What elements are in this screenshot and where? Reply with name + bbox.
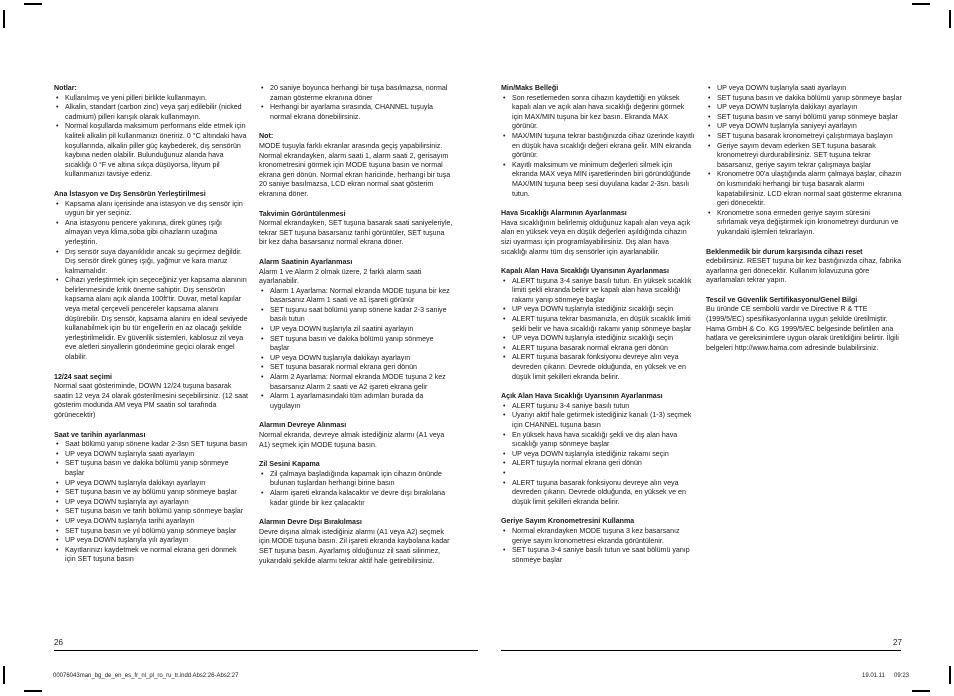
list-item: • Kronometre 00'a ulaştığında alarm çalmaya başlar, cihazın ön kısmındaki herhangi bir tuşa basarak alarmı kapatabilirsiniz. LCD ekran normal saat gösterme ekranına geri dönecektir.	[706, 170, 902, 208]
section	[259, 132, 453, 199]
section-heading: Alarm Saatinin Ayarlanması	[259, 257, 353, 266]
list-item: • ALERT tuşuyla normal ekrana geri dönün	[501, 459, 695, 469]
bullet-list	[501, 527, 695, 565]
bullet-list	[259, 470, 453, 508]
page-number-left: 26	[54, 638, 63, 647]
list-item: • UP veya DOWN tuşlarıyla istediğiniz sıcaklığı seçin	[501, 334, 695, 344]
list-item: • ALERT tuşuna basarak fonksiyonu devreye alın veya devreden çıkarın. Devrede olduğunda, en yüksek ve en düşük limit şekilleri ekranda belirir.	[501, 479, 695, 508]
list-item: • SET tuşuna basarak kronometreyi çalıştırmaya başlayın	[706, 132, 902, 142]
list-item: • UP veya DOWN tuşlarıyla yılı ayarlayın	[54, 536, 248, 546]
bullet-list	[501, 277, 695, 383]
list-item: • SET tuşuna basarak normal ekrana geri dönün	[259, 363, 453, 373]
list-item: • Geriye sayım devam ederken SET tuşuna basarak kronometreyi durdurabilirsiniz. SET tuşuna tekrar basarsanız, geriye sayım tekrar çalışmaya başlar	[706, 142, 902, 171]
section	[501, 267, 695, 382]
section	[706, 296, 902, 354]
list-item: • SET tuşuna basın ve tarih bölümü yanıp sönmeye başlar	[54, 507, 248, 517]
list-item: • Kullanılmış ve yeni pilleri birlikte kullanmayın.	[54, 94, 248, 104]
list-item: • Cihazı yerleştirmek için seçeceğiniz yer kapsama alanının belirlenmesinde kritik öneme sahiptir. Dış sensörün kapsama alanı açık alanda 100ft'tir. Duvar, metal kapılar veya metal çerçeveli pencereler kapsama alanını düşürebilir. Dış sensör, kapsama alanını en ideal seviyede kullanabilmek için bu tür engellerin en az olacağı şekilde yerleştirilmelidir. Ev güvenlik sistemleri, kablosuz zil veya eve aletleri sinyallerin gönderimine geçici olarak engel olabilir.	[54, 276, 248, 362]
section	[54, 373, 248, 421]
crop-mark	[912, 690, 930, 692]
list-item: • SET tuşuna basın ve yıl bölümü yanıp sönmeye başlar	[54, 527, 248, 537]
list-item: • SET tuşunu saat bölümü yanıp sönene kadar 2-3 saniye basılı tutun	[259, 306, 453, 325]
section-heading: Geriye Sayım Kronometresini Kullanma	[501, 517, 635, 526]
list-item: • Alkalin, standart (carbon zinc) veya şarj edilebilir (nicked cadmium) pilleri karışık olarak kullanmayın.	[54, 103, 248, 122]
list-item: • UP veya DOWN tuşlarıyla zil saatini ayarlayın	[259, 325, 453, 335]
paragraph: Bu üründe CE sembolü vardır ve Directive R & TTE (1999/5/EC) spesifikasyonlarına uygun şekilde üretilmiştir. Hama GmbH & Co. KG 1999/5/EC belgesinde belirtilen ana hatlara ve gereksinimlere uygun olarak üretildiğini belirtir. İlgili belgeleri http://www.hama.com adresinde bulabilirsiniz.	[706, 305, 899, 352]
list-item: • Alarm 2 Ayarlama: Normal ekranda MODE tuşuna 2 kez basarsanız Alarm 2 saati ve A2 işareti ekrana gelir	[259, 373, 453, 392]
list-item: • UP veya DOWN tuşlarıyla dakikayı ayarlayın	[259, 354, 453, 364]
list-item: • SET tuşuna 3-4 saniye basılı tutun ve saat bölümü yanıp sönmeye başlar	[501, 546, 695, 565]
list-item: • Uyarıyı aktif hale getirmek istediğiniz kanalı (1-3) seçmek için CHANNEL tuşuna basın	[501, 411, 695, 430]
crop-mark	[949, 10, 951, 28]
footer-file-info: 00076043man_bg_de_en_es_fr_nl_pl_ro_ru_tr.indd Abs2:26-Abs2:27	[53, 673, 239, 679]
section-heading: Açık Alan Hava Sıcaklığı Uyarısının Ayarlanması	[501, 392, 663, 401]
list-item: • ALERT tuşuna 3-4 saniye basılı tutun. En yüksek sıcaklık limiti şekli ekranda belirir ve kapalı alan hava sıcaklığı rakamı yanıp sönmeye başlar	[501, 277, 695, 306]
section-heading: 12/24 saat seçimi	[54, 372, 112, 381]
footer-time: 09:23	[894, 673, 910, 679]
list-item: • Dış sensör suya dayanıklıdır ancak su geçirmez değildir. Dış sensör direk güneş ışığı, yağmur ve kara maruz kalmamalıdır.	[54, 248, 248, 277]
list-item: • UP veya DOWN tuşlarıyla saati ayarlayın	[54, 450, 248, 460]
section-heading: Zil Sesini Kapama	[259, 460, 320, 469]
list-item: • UP veya DOWN tuşlarıyla istediğiniz sıcaklığı seçin	[501, 305, 695, 315]
list-item: • Kapsama alanı içerisinde ana istasyon ve dış sensör için uygun bir yer seçiniz.	[54, 200, 248, 219]
list-item: • 20 saniye boyunca herhangi bir tuşa basılmazsa, normal zaman gösterme ekranına döner	[259, 84, 453, 103]
crop-mark	[24, 690, 42, 692]
list-item	[501, 469, 695, 479]
column-2	[259, 84, 453, 576]
list-item: • ALERT tuşuna tekrar basmanızla, en düşük sıcaklık limiti şekli belir ve hava sıcaklığı rakamı yanıp sönmeye başlar	[501, 315, 695, 334]
crop-mark	[24, 3, 42, 5]
bullet-list	[501, 94, 695, 200]
section	[259, 421, 453, 450]
section	[259, 518, 453, 566]
list-item: • ALERT tuşuna basarak normal ekrana geri dönün	[501, 344, 695, 354]
list-item: • SET tuşuna basın ve dakika bölümü yanıp sönmeye başlar	[259, 335, 453, 354]
list-item: • ALERT tuşuna basarak fonksiyonu devreye alın veya devreden çıkarın. Devrede olduğunda, en yüksek ve en düşük limit şekilleri ekranda belirir.	[501, 353, 695, 382]
paragraph: Alarm 1 ve Alarm 2 olmak üzere, 2 farklı alarm saati ayarlanabilir.	[259, 267, 422, 286]
bullet-list	[706, 84, 902, 238]
section-heading: Notlar:	[54, 84, 77, 92]
paragraph: Hava sıcaklığının belirlemiş olduğunuz kapalı alan veya açık alan en yüksek veya en düşük değerleri aşıldığında cihazın sizi uyarması için programlayabilirsiniz. Dış alan hava sıcaklığı alarmı tüm dış sensörler için ayarlanabilir.	[501, 218, 691, 256]
list-item: • Ana istasyonu pencere yakınına, direk güneş ışığı almayan veya klima,soba gibi cihazların uzağına yerleştirin.	[54, 219, 248, 248]
list-item: • En yüksek hava hava sıcaklığı şekli ve dış alan hava sıcaklığı yanıp sönmeye başlar	[501, 431, 695, 450]
list-item: • UP veya DOWN tuşlarıyla tarihi ayarlayın	[54, 517, 248, 527]
footer-date: 19.01.11	[862, 673, 885, 679]
list-item: • UP veya DOWN tuşlarıyla ayı ayarlayın	[54, 498, 248, 508]
column-1	[54, 84, 248, 575]
bullet-list	[54, 94, 248, 180]
page-rule-left	[54, 650, 478, 651]
section-heading: Kapalı Alan Hava Sıcaklığı Uyarısının Ayarlanması	[501, 267, 669, 276]
list-item: • MAX/MIN tuşuna tekrar bastığınızda cihaz üzerinde kayıtlı en düşük hava sıcaklığı değeri ekrana gelir. MIN ekranda görünür.	[501, 132, 695, 161]
list-item: • UP veya DOWN tuşlarıyla dakikayı ayarlayın	[54, 479, 248, 489]
crop-mark	[3, 666, 5, 684]
list-item: • SET tuşuna basın ve dakika bölümü yanıp sönmeye başlar	[54, 459, 248, 478]
list-item: • Alarm işareti ekranda kalacaktır ve devre dışı bırakılana kadar günde bir kez çalacaktır	[259, 489, 453, 508]
paragraph: MODE tuşuyla farklı ekranlar arasında geçiş yapabilirsiniz. Normal ekrandayken, alarm saati 1, alarm saati 2, gerisayım kronometresini görmek için MODE tuşuna basın ve normal ekrana geri dönün. Normal ekran haricinde, herhangi bir tuşa 20 saniye basılmazsa, LCD ekran normal saat gösterim ekranına döner.	[259, 141, 451, 198]
list-item: • Son resetlemeden sonra cihazın kaydettiği en yüksek kapalı alan ve açık alan hava sıcaklığı değerini görmek için MAX/MIN tuşuna bir kez basın. Ekranda MAX görünür.	[501, 94, 695, 132]
column-4	[706, 84, 902, 363]
paragraph: edebilirsiniz. RESET tuşuna bir kez bastığınızda cihaz, fabrika ayarlarına geri dönecektir. Kullanım kılavuzuna göre ayarlamaları tekrar yapın.	[706, 257, 902, 285]
crop-mark	[3, 10, 5, 28]
section	[706, 84, 902, 238]
crop-mark	[949, 666, 951, 684]
list-item: • SET tuşuna basın ve dakika bölümü yanıp sönmeye başlar	[706, 94, 902, 104]
paragraph: Normal ekrandayken, SET tuşuna basarak saati saniyeleriyle, tekrar SET tuşuna basarsanız tarihi görüntüler, SET tuşuna bir kez daha basarsanız normal ekrana döner.	[259, 219, 453, 247]
list-item: • UP veya DOWN tuşlarıyla dakikayı ayarlayın	[706, 103, 902, 113]
section	[501, 84, 695, 199]
section	[501, 517, 695, 565]
bullet-list	[54, 200, 248, 363]
section-heading: Takvimin Görüntülenmesi	[259, 209, 346, 218]
list-item: • UP veya DOWN tuşlarıyla saniyeyi ayarlayın	[706, 122, 902, 132]
section	[501, 392, 695, 507]
section-heading: Beklenmedik bir durum karşısında cihazı reset	[706, 247, 863, 256]
section	[501, 209, 695, 257]
section	[259, 460, 453, 508]
section	[706, 248, 902, 286]
section-heading: Tescil ve Güvenlik Sertifikasyonu/Genel Bilgi	[706, 295, 858, 304]
list-item: • UP veya DOWN tuşlarıyla istediğiniz rakamı seçin	[501, 450, 695, 460]
list-item: • ALERT tuşunu 3-4 saniye basılı tutun	[501, 402, 695, 412]
crop-mark	[912, 3, 930, 5]
paragraph: Normal saat gösteriminde, DOWN 12/24 tuşuna basarak saatin 12 veya 24 olarak gösterilmesini seçebilirsiniz. (12 saat gösterim modunda AM veya PM saatin sol tarafında görünecektir)	[54, 382, 248, 419]
section	[54, 190, 248, 363]
section	[259, 210, 453, 248]
section-heading: Hava Sıcaklığı Alarmının Ayarlanması	[501, 209, 627, 218]
section-heading: Saat ve tarihin ayarlanması	[54, 430, 146, 439]
list-item: • SET tuşuna basın ve sanyi bölümü yanıp sönmeye başlar	[706, 113, 902, 123]
paragraph: Normal ekranda, devreye almak istediğiniz alarmı (A1 veya A1) seçmek için MODE tuşuna basın.	[259, 431, 445, 449]
section	[259, 258, 453, 412]
list-item: • Zil çalmaya başladığında kapamak için cihazın önünde bulunan tuşlardan herhangi birine basın	[259, 470, 453, 489]
section	[54, 431, 248, 565]
list-item: • Kayıtlarınızı kaydetmek ve normal ekrana geri dönmek için SET tuşuna basın	[54, 546, 248, 565]
list-item: • Alarm 1 Ayarlama: Normal ekranda MODE tuşuna bir kez basarsanız Alarm 1 saati ve a1 işareti görünür	[259, 287, 453, 306]
list-item: • SET tuşuna basın ve ay bölümü yanıp sönmeye başlar	[54, 488, 248, 498]
list-item: • Alarm 1 ayarlamasındaki tüm adımları burada da uygulayın	[259, 392, 453, 411]
bullet-list	[54, 440, 248, 565]
paragraph: Devre dışına almak istediğiniz alarmı (A1 veya A2) seçmek için MODE tuşuna basın. Zil işareti ekranda kaybolana kadar SET tuşuna basın. Ayarlamış olduğunuz zil saati silinmez, yukarıdaki şekilde alarmı tekrar aktif hale getirebilirsiniz.	[259, 527, 450, 565]
section-heading: Alarmın Devre Dışı Bırakılması	[259, 518, 362, 527]
section	[54, 84, 248, 180]
bullet-list	[501, 402, 695, 508]
section-heading: Ana İstasyon ve Dış Sensörün Yerleştirilmesi	[54, 189, 206, 198]
bullet-list	[259, 84, 453, 122]
list-item: • UP veya DOWN tuşlarıyla saati ayarlayın	[706, 84, 902, 94]
bullet-list	[259, 287, 453, 412]
list-item: • Herhangi bir ayarlama sırasında, CHANNEL tuşuyla normal ekrana dönebilirsiniz.	[259, 103, 453, 122]
section-heading: Alarmın Devreye Alınması	[259, 421, 347, 430]
column-3	[501, 84, 695, 575]
section-heading: Min/Maks Belleği	[501, 84, 559, 92]
list-item: • Saat bölümü yanıp sönene kadar 2-3sn SET tuşuna basın	[54, 440, 248, 450]
list-item: • Kronometre sona ermeden geriye sayım süresini sıfırlamak veya değiştirmek için kronometreyi durdurun ve yukarıdaki işlemleri tekrarlayın.	[706, 209, 902, 238]
list-item: • Normal koşullarda maksimum performans elde etmek için kaliteli alkalin pil kullanmanızı öneririz. 0 °C altındaki hava koşullarında, alkalin piller güç kaybederek, dış sensörün kaybına neden olabilir. Bulunduğunuz alanda hava sıcaklığı 0 °F ve altına sıkça düşüyorsa, lityum pil kullanmanızı tavsiye ederiz.	[54, 122, 248, 180]
list-item: • Normal ekrandayken MODE tuşuna 3 kez basarsanız geriye sayım kronometresi ekranda görüntülenir.	[501, 527, 695, 546]
section	[259, 84, 453, 122]
page-number-right: 27	[893, 638, 902, 647]
section-heading: Not:	[259, 132, 274, 141]
list-item: • Kayıtlı maksimum ve minimum değerleri silmek için ekranda MAX veya MIN işaretlerinden biri göründüğünde MAX/MIN tuşuna beep sesi duyulana kadar 2-3sn. basılı tutun.	[501, 161, 695, 199]
page-rule-right	[501, 650, 901, 651]
